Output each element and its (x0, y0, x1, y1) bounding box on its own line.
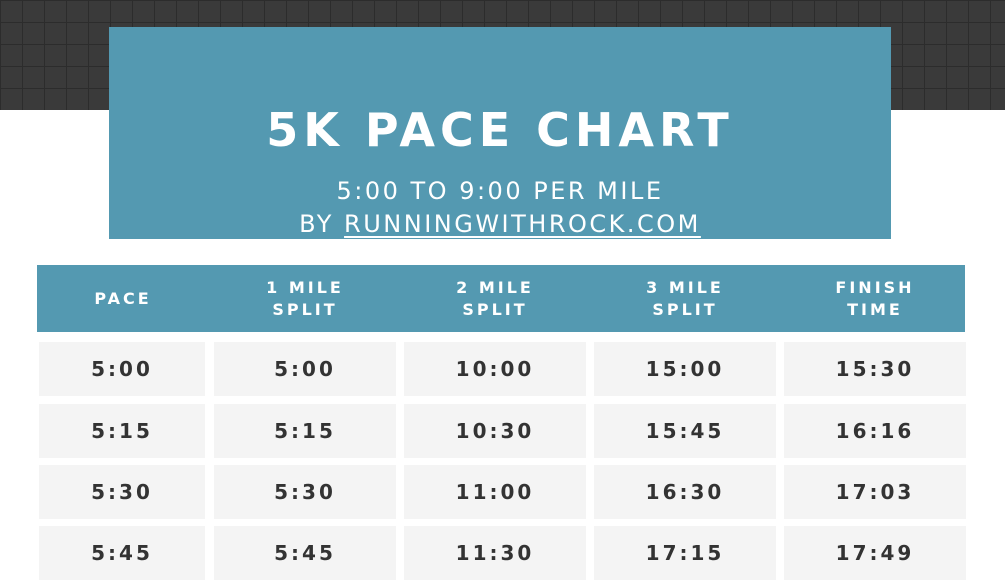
table-cell: 11:00 (404, 465, 586, 519)
table-cell: 15:00 (594, 342, 776, 396)
column-header-pace (37, 265, 209, 332)
table-cell: 5:30 (39, 465, 205, 519)
table-cell: 16:30 (594, 465, 776, 519)
table-cell: 17:15 (594, 526, 776, 580)
table-cell: 15:30 (784, 342, 966, 396)
column-header-line: 3 MILE (646, 277, 724, 297)
page-title: 5K PACE CHART (266, 103, 734, 157)
column-header-line: TIME (847, 299, 903, 319)
table-cell: 11:30 (404, 526, 586, 580)
table-row (37, 526, 965, 580)
page-subtitle: 5:00 TO 9:00 PER MILE (336, 177, 664, 205)
byline-prefix: BY (299, 210, 345, 238)
column-header-line: SPLIT (462, 299, 528, 319)
table-cell: 17:03 (784, 465, 966, 519)
table-cell: 15:45 (594, 404, 776, 458)
table-cell: 10:30 (404, 404, 586, 458)
table-cell: 5:00 (39, 342, 205, 396)
column-header-line: SPLIT (652, 299, 718, 319)
table-cell: 5:45 (39, 526, 205, 580)
column-header-finish-time (782, 265, 968, 332)
table-cell: 17:49 (784, 526, 966, 580)
header-banner (109, 27, 891, 239)
table-row (37, 404, 965, 458)
table-cell: 5:30 (214, 465, 396, 519)
column-header-line: 1 MILE (266, 277, 344, 297)
table-row (37, 342, 965, 396)
column-header-1-mile-split (212, 265, 398, 332)
column-header-line: SPLIT (272, 299, 338, 319)
table-row (37, 465, 965, 519)
table-header (37, 265, 965, 332)
column-header-line: 2 MILE (456, 277, 534, 297)
table-cell: 5:15 (39, 404, 205, 458)
byline (109, 212, 891, 236)
table-cell: 5:45 (214, 526, 396, 580)
table-cell: 5:15 (214, 404, 396, 458)
site-link[interactable]: RUNNINGWITHROCK.COM (344, 210, 701, 238)
table-cell: 10:00 (404, 342, 586, 396)
column-header-line: PACE (94, 288, 152, 308)
pace-table (37, 265, 965, 565)
column-header-line: FINISH (835, 277, 915, 297)
table-cell: 5:00 (214, 342, 396, 396)
column-header-2-mile-split (402, 265, 588, 332)
table-cell: 16:16 (784, 404, 966, 458)
column-header-3-mile-split (592, 265, 778, 332)
